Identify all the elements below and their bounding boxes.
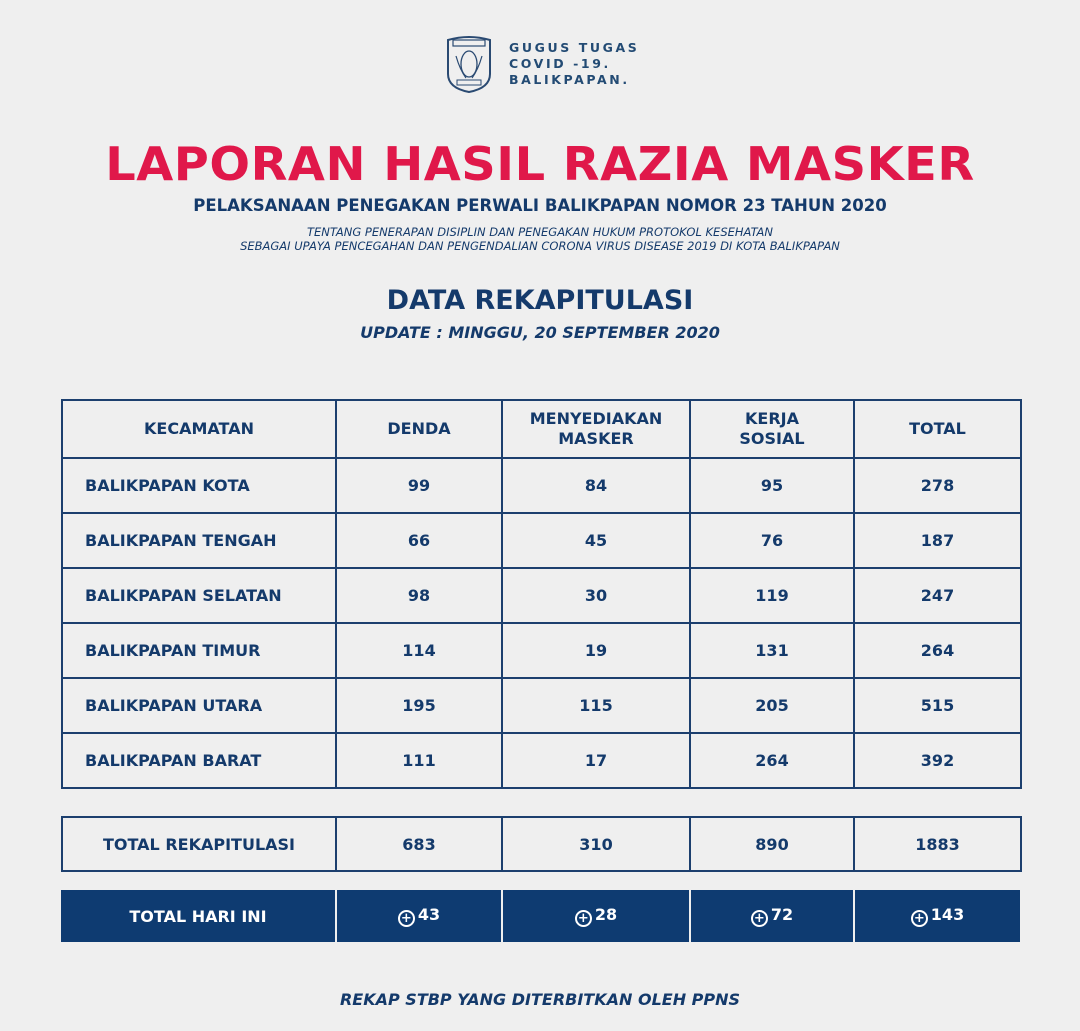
table-cell: 205: [690, 678, 854, 733]
total-masker: 310: [502, 817, 690, 871]
table-cell: 99: [336, 458, 502, 513]
table-row: [62, 513, 1021, 568]
table-cell: 98: [336, 568, 502, 623]
table-cell: 17: [502, 733, 690, 788]
total-all: 1883: [854, 817, 1021, 871]
today-denda: [335, 890, 501, 942]
column-header-text: MENYEDIAKAN MASKER: [529, 409, 663, 448]
footer-note: REKAP STBP YANG DITERBITKAN OLEH PPNS: [339, 990, 741, 1009]
total-recap-table: [61, 816, 1022, 872]
table-cell: 187: [854, 513, 1021, 568]
today-total-table: [61, 890, 1020, 942]
table-cell: 76: [690, 513, 854, 568]
kecamatan-name: BALIKPAPAN UTARA: [62, 678, 336, 733]
recap-table: [61, 399, 1022, 789]
section-title: DATA REKAPITULASI: [386, 285, 694, 316]
table-cell: 195: [336, 678, 502, 733]
table-cell: 119: [690, 568, 854, 623]
report-title: LAPORAN HASIL RAZIA MASKER: [105, 137, 975, 191]
table-cell: 66: [336, 513, 502, 568]
today-value: 143: [930, 905, 965, 924]
table-cell: 392: [854, 733, 1021, 788]
table-row: [62, 568, 1021, 623]
table-cell: 264: [854, 623, 1021, 678]
today-label: TOTAL HARI INI: [61, 890, 335, 942]
org-name: [509, 40, 639, 88]
table-cell: 247: [854, 568, 1021, 623]
table-cell: 111: [336, 733, 502, 788]
description-line: SEBAGAI UPAYA PENCEGAHAN DAN PENGENDALIAN CORONA VIRUS DISEASE 2019 DI KOTA BALIKPAPAN: [240, 239, 840, 253]
table-cell: 115: [502, 678, 690, 733]
column-header: TOTAL: [854, 400, 1021, 458]
column-header: [690, 400, 854, 458]
report-description: [0, 225, 1080, 253]
total-denda: 683: [336, 817, 502, 871]
total-recap-row: [62, 817, 1021, 871]
table-header-row: [62, 400, 1021, 458]
kecamatan-name: BALIKPAPAN BARAT: [62, 733, 336, 788]
kecamatan-name: BALIKPAPAN SELATAN: [62, 568, 336, 623]
today-total: [853, 890, 1020, 942]
table-cell: 95: [690, 458, 854, 513]
total-recap-label: TOTAL REKAPITULASI: [62, 817, 336, 871]
table-cell: 278: [854, 458, 1021, 513]
table-cell: 45: [502, 513, 690, 568]
description-line: TENTANG PENERAPAN DISIPLIN DAN PENEGAKAN HUKUM PROTOKOL KESEHATAN: [306, 225, 774, 239]
plus-circle-icon: +: [911, 910, 928, 927]
report-subtitle: PELAKSANAAN PENEGAKAN PERWALI BALIKPAPAN NOMOR 23 TAHUN 2020: [193, 196, 887, 215]
table-cell: 84: [502, 458, 690, 513]
column-header: KECAMATAN: [62, 400, 336, 458]
column-header: DENDA: [336, 400, 502, 458]
city-emblem-icon: [444, 34, 494, 94]
header-logo-block: [444, 34, 639, 94]
plus-circle-icon: +: [398, 910, 415, 927]
kecamatan-name: BALIKPAPAN KOTA: [62, 458, 336, 513]
column-header-text: KERJA SOSIAL: [739, 409, 805, 448]
total-kerja-sosial: 890: [690, 817, 854, 871]
table-cell: 131: [690, 623, 854, 678]
today-kerja-sosial: [689, 890, 853, 942]
plus-circle-icon: +: [751, 910, 768, 927]
update-date: UPDATE : MINGGU, 20 SEPTEMBER 2020: [360, 323, 720, 342]
table-cell: 114: [336, 623, 502, 678]
org-line: GUGUS TUGAS: [509, 40, 640, 55]
table-row: [62, 678, 1021, 733]
kecamatan-name: BALIKPAPAN TENGAH: [62, 513, 336, 568]
org-line: COVID -19.: [509, 56, 611, 71]
table-row: [62, 623, 1021, 678]
table-row: [62, 458, 1021, 513]
today-masker: [501, 890, 689, 942]
today-value: 43: [417, 905, 441, 924]
kecamatan-name: BALIKPAPAN TIMUR: [62, 623, 336, 678]
plus-circle-icon: +: [575, 910, 592, 927]
today-total-row: [61, 890, 1020, 942]
table-cell: 515: [854, 678, 1021, 733]
table-cell: 264: [690, 733, 854, 788]
org-line: BALIKPAPAN.: [509, 72, 630, 87]
table-cell: 30: [502, 568, 690, 623]
today-value: 28: [594, 905, 618, 924]
table-cell: 19: [502, 623, 690, 678]
table-row: [62, 733, 1021, 788]
today-value: 72: [770, 905, 794, 924]
column-header: [502, 400, 690, 458]
